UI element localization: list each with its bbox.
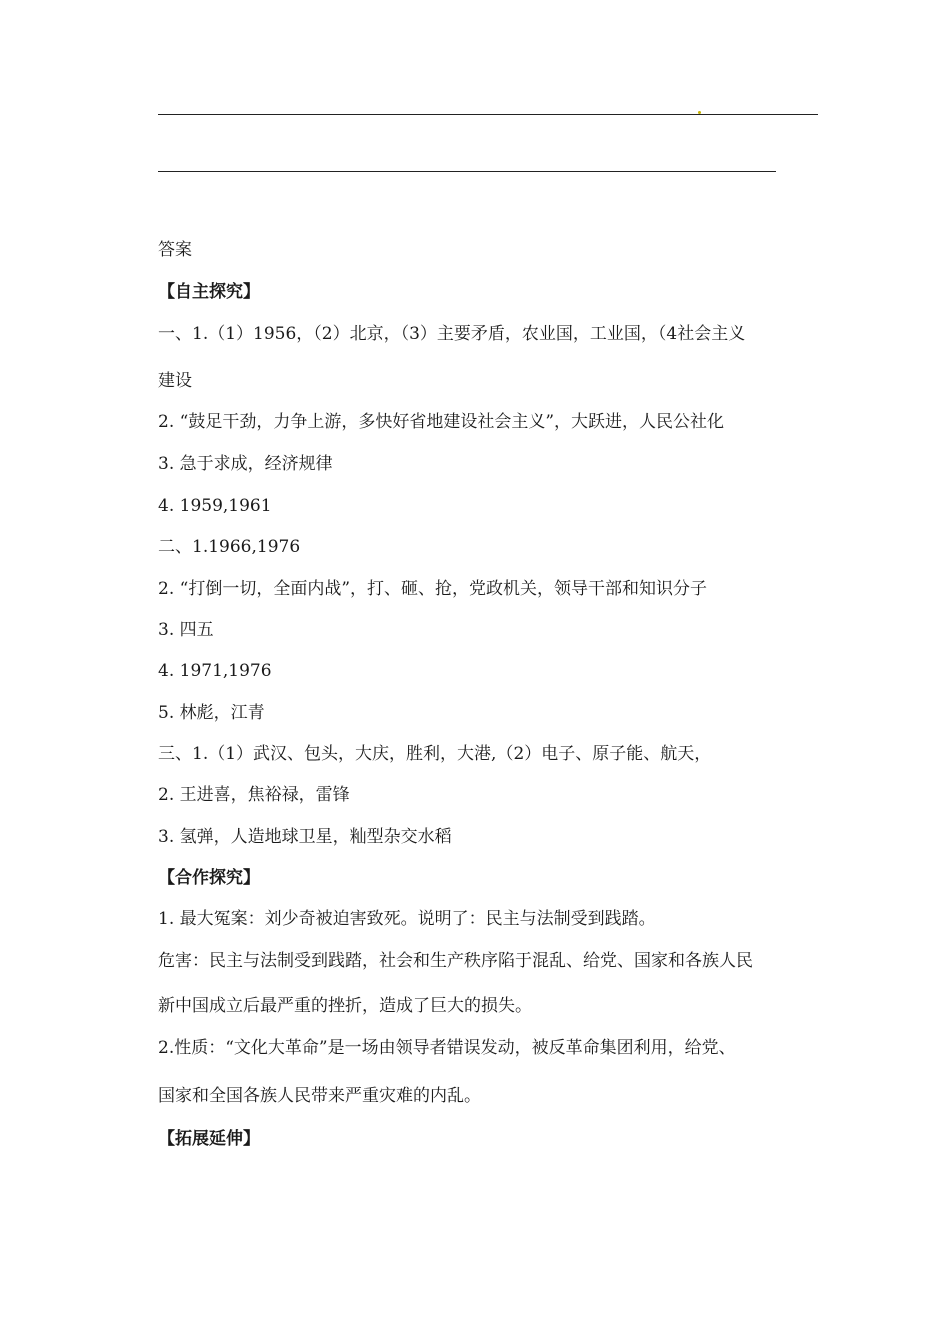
answer-blank-line-2: [158, 171, 776, 172]
section-heading-extension: 【拓展延伸】: [158, 1129, 260, 1149]
answer-line: 一、1.（1）1956，（2）北京，（3）主要矛盾，农业国，工业国，（4社会主义: [158, 324, 746, 344]
answer-line: 2. “打倒一切，全面内战”，打、砸、抢，党政机关，领导干部和知识分子: [158, 579, 708, 599]
answer-line: 3. 氢弹，人造地球卫星，籼型杂交水稻: [158, 827, 452, 847]
section-heading-cooperation: 【合作探究】: [158, 868, 260, 888]
answer-line: 2. “鼓足干劲，力争上游，多快好省地建设社会主义”，大跃进，人民公社化: [158, 412, 725, 432]
answer-line: 4. 1971,1976: [158, 661, 272, 681]
answer-title: 答案: [158, 240, 192, 260]
answer-line: 5. 林彪，江青: [158, 703, 265, 723]
answer-line: 2.性质：“文化大革命”是一场由领导者错误发动，被反革命集团利用，给党、: [158, 1038, 736, 1058]
answer-line: 2. 王进喜，焦裕禄，雷锋: [158, 785, 350, 805]
answer-line: 三、1.（1）武汉、包头，大庆，胜利，大港,（2）电子、原子能、航天，: [158, 744, 712, 764]
section-heading-self-study: 【自主探究】: [158, 282, 260, 302]
answer-line: 建设: [158, 371, 192, 391]
stray-mark: [698, 111, 701, 114]
answer-line: 危害：民主与法制受到践踏，社会和生产秩序陷于混乱、给党、国家和各族人民: [158, 951, 753, 971]
answer-line: 二、1.1966,1976: [158, 537, 301, 557]
answer-line: 国家和全国各族人民带来严重灾难的内乱。: [158, 1086, 481, 1106]
answer-line: 4. 1959,1961: [158, 496, 272, 516]
answer-line: 3. 急于求成，经济规律: [158, 454, 333, 474]
answer-line: 3. 四五: [158, 620, 214, 640]
answer-line: 1. 最大冤案：刘少奇被迫害致死。说明了：民主与法制受到践踏。: [158, 909, 656, 929]
answer-line: 新中国成立后最严重的挫折，造成了巨大的损失。: [158, 996, 532, 1016]
answer-blank-line-1: [158, 114, 818, 115]
